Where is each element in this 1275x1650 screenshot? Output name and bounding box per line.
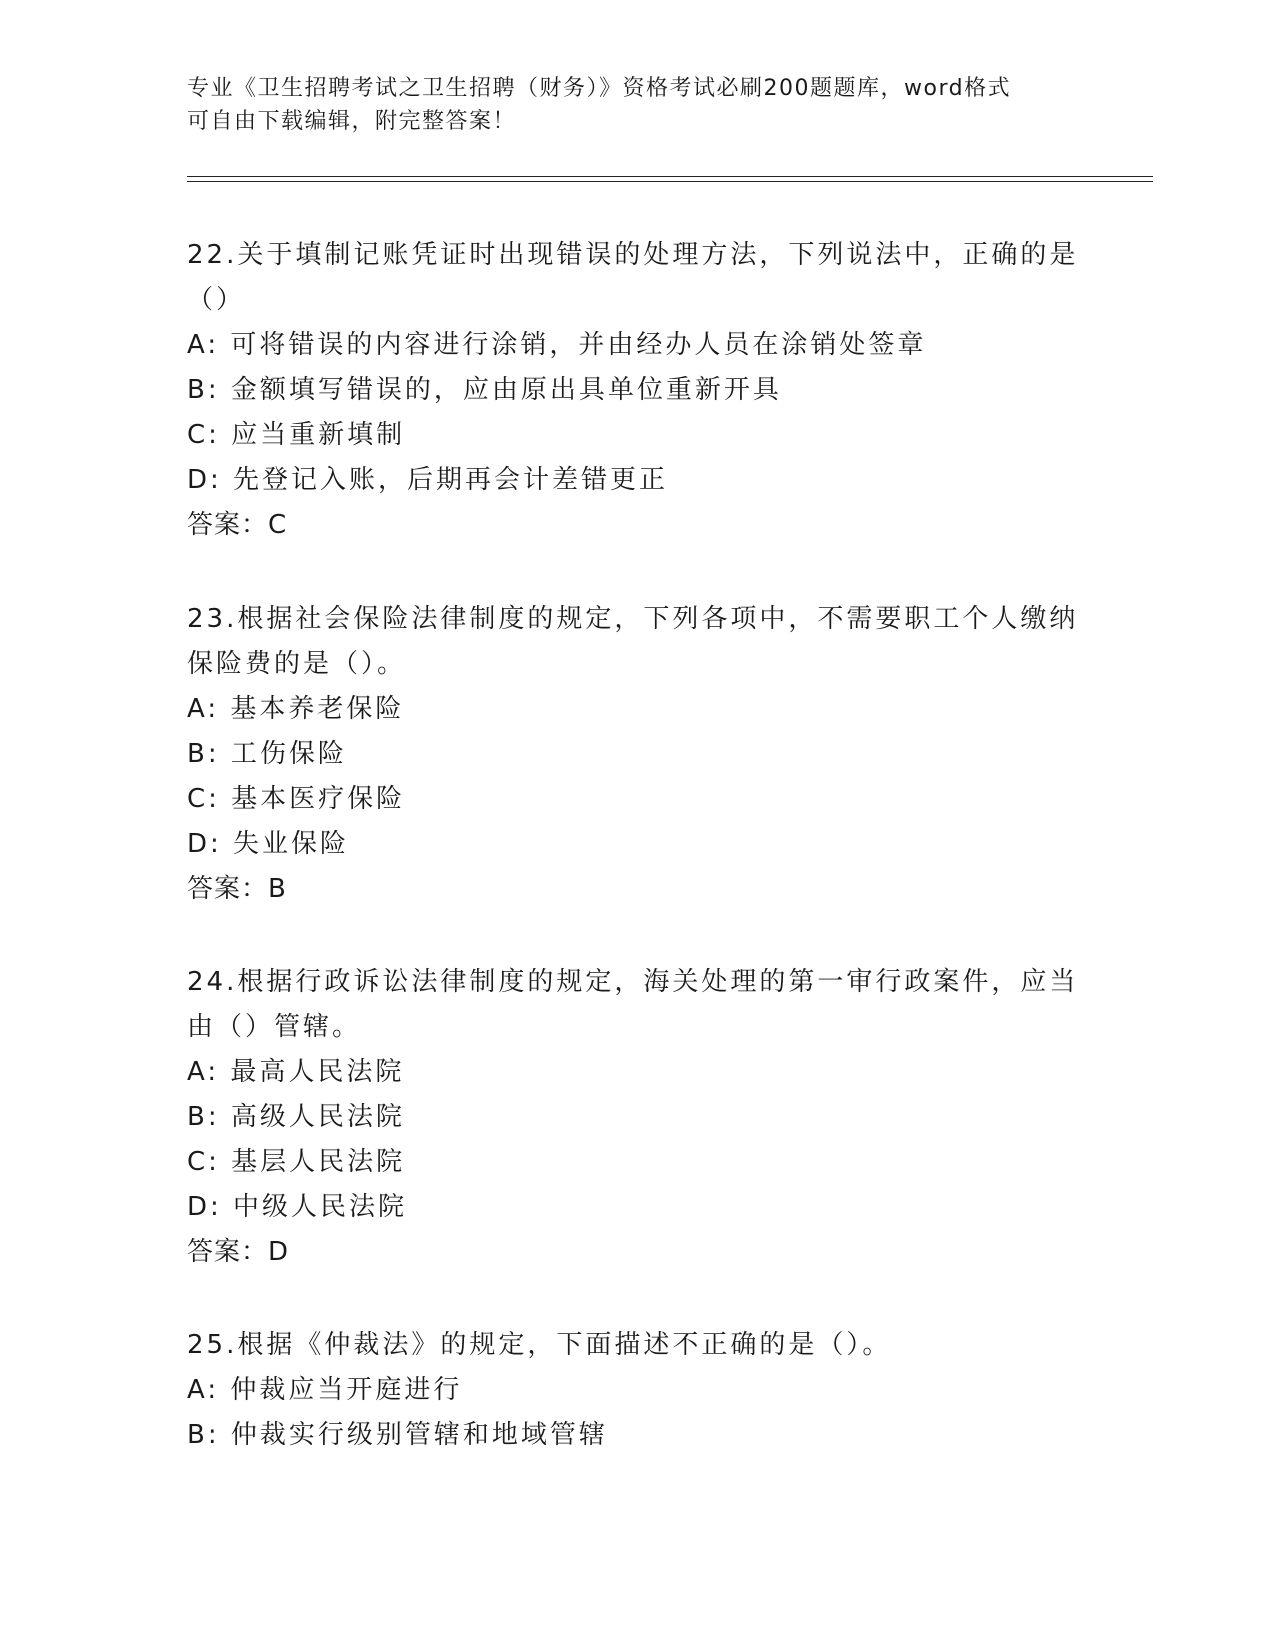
question-23 (187, 597, 1087, 912)
question-24 (187, 960, 1087, 1275)
question-stem: 24.根据行政诉讼法律制度的规定，海关处理的第一审行政案件，应当 (187, 967, 1079, 997)
document-header (187, 72, 1087, 138)
option-a: A: 基本养老保险 (187, 694, 405, 724)
question-stem: 22.关于填制记账凭证时出现错误的处理方法，下列说法中，正确的是 (187, 240, 1079, 270)
question-stem-continued: 由（）管辖。 (187, 1012, 362, 1042)
option-b: B: 仲裁实行级别管辖和地域管辖 (187, 1420, 608, 1450)
question-stem-continued: （） (187, 285, 246, 315)
header-line-2: 可自由下载编辑，附完整答案！ (187, 109, 517, 134)
option-c: C: 基层人民法院 (187, 1147, 406, 1177)
option-b: B: 高级人民法院 (187, 1102, 405, 1132)
answer-label: 答案：B (187, 874, 287, 904)
option-a: A: 仲裁应当开庭进行 (187, 1375, 463, 1405)
option-d: D: 失业保险 (187, 829, 350, 859)
question-stem: 25.根据《仲裁法》的规定，下面描述不正确的是（）。 (187, 1330, 892, 1360)
option-b: B: 工伤保险 (187, 739, 347, 769)
option-c: C: 应当重新填制 (187, 420, 406, 450)
question-22 (187, 233, 1087, 548)
option-a: A: 最高人民法院 (187, 1057, 405, 1087)
header-divider-bottom (187, 181, 1153, 182)
header-divider-top (187, 176, 1153, 177)
answer-label: 答案：D (187, 1237, 290, 1267)
answer-label: 答案：C (187, 510, 288, 540)
option-b: B: 金额填写错误的，应由原出具单位重新开具 (187, 375, 782, 405)
option-d: D: 先登记入账，后期再会计差错更正 (187, 465, 669, 495)
header-line-1: 专业《卫生招聘考试之卫生招聘（财务）》资格考试必刷200题题库，word格式 (187, 76, 1012, 101)
question-stem-continued: 保险费的是（）。 (187, 649, 407, 679)
option-d: D: 中级人民法院 (187, 1192, 408, 1222)
question-25 (187, 1323, 1087, 1458)
option-a: A: 可将错误的内容进行涂销，并由经办人员在涂销处签章 (187, 330, 927, 360)
option-c: C: 基本医疗保险 (187, 784, 406, 814)
question-stem: 23.根据社会保险法律制度的规定，下列各项中，不需要职工个人缴纳 (187, 604, 1079, 634)
